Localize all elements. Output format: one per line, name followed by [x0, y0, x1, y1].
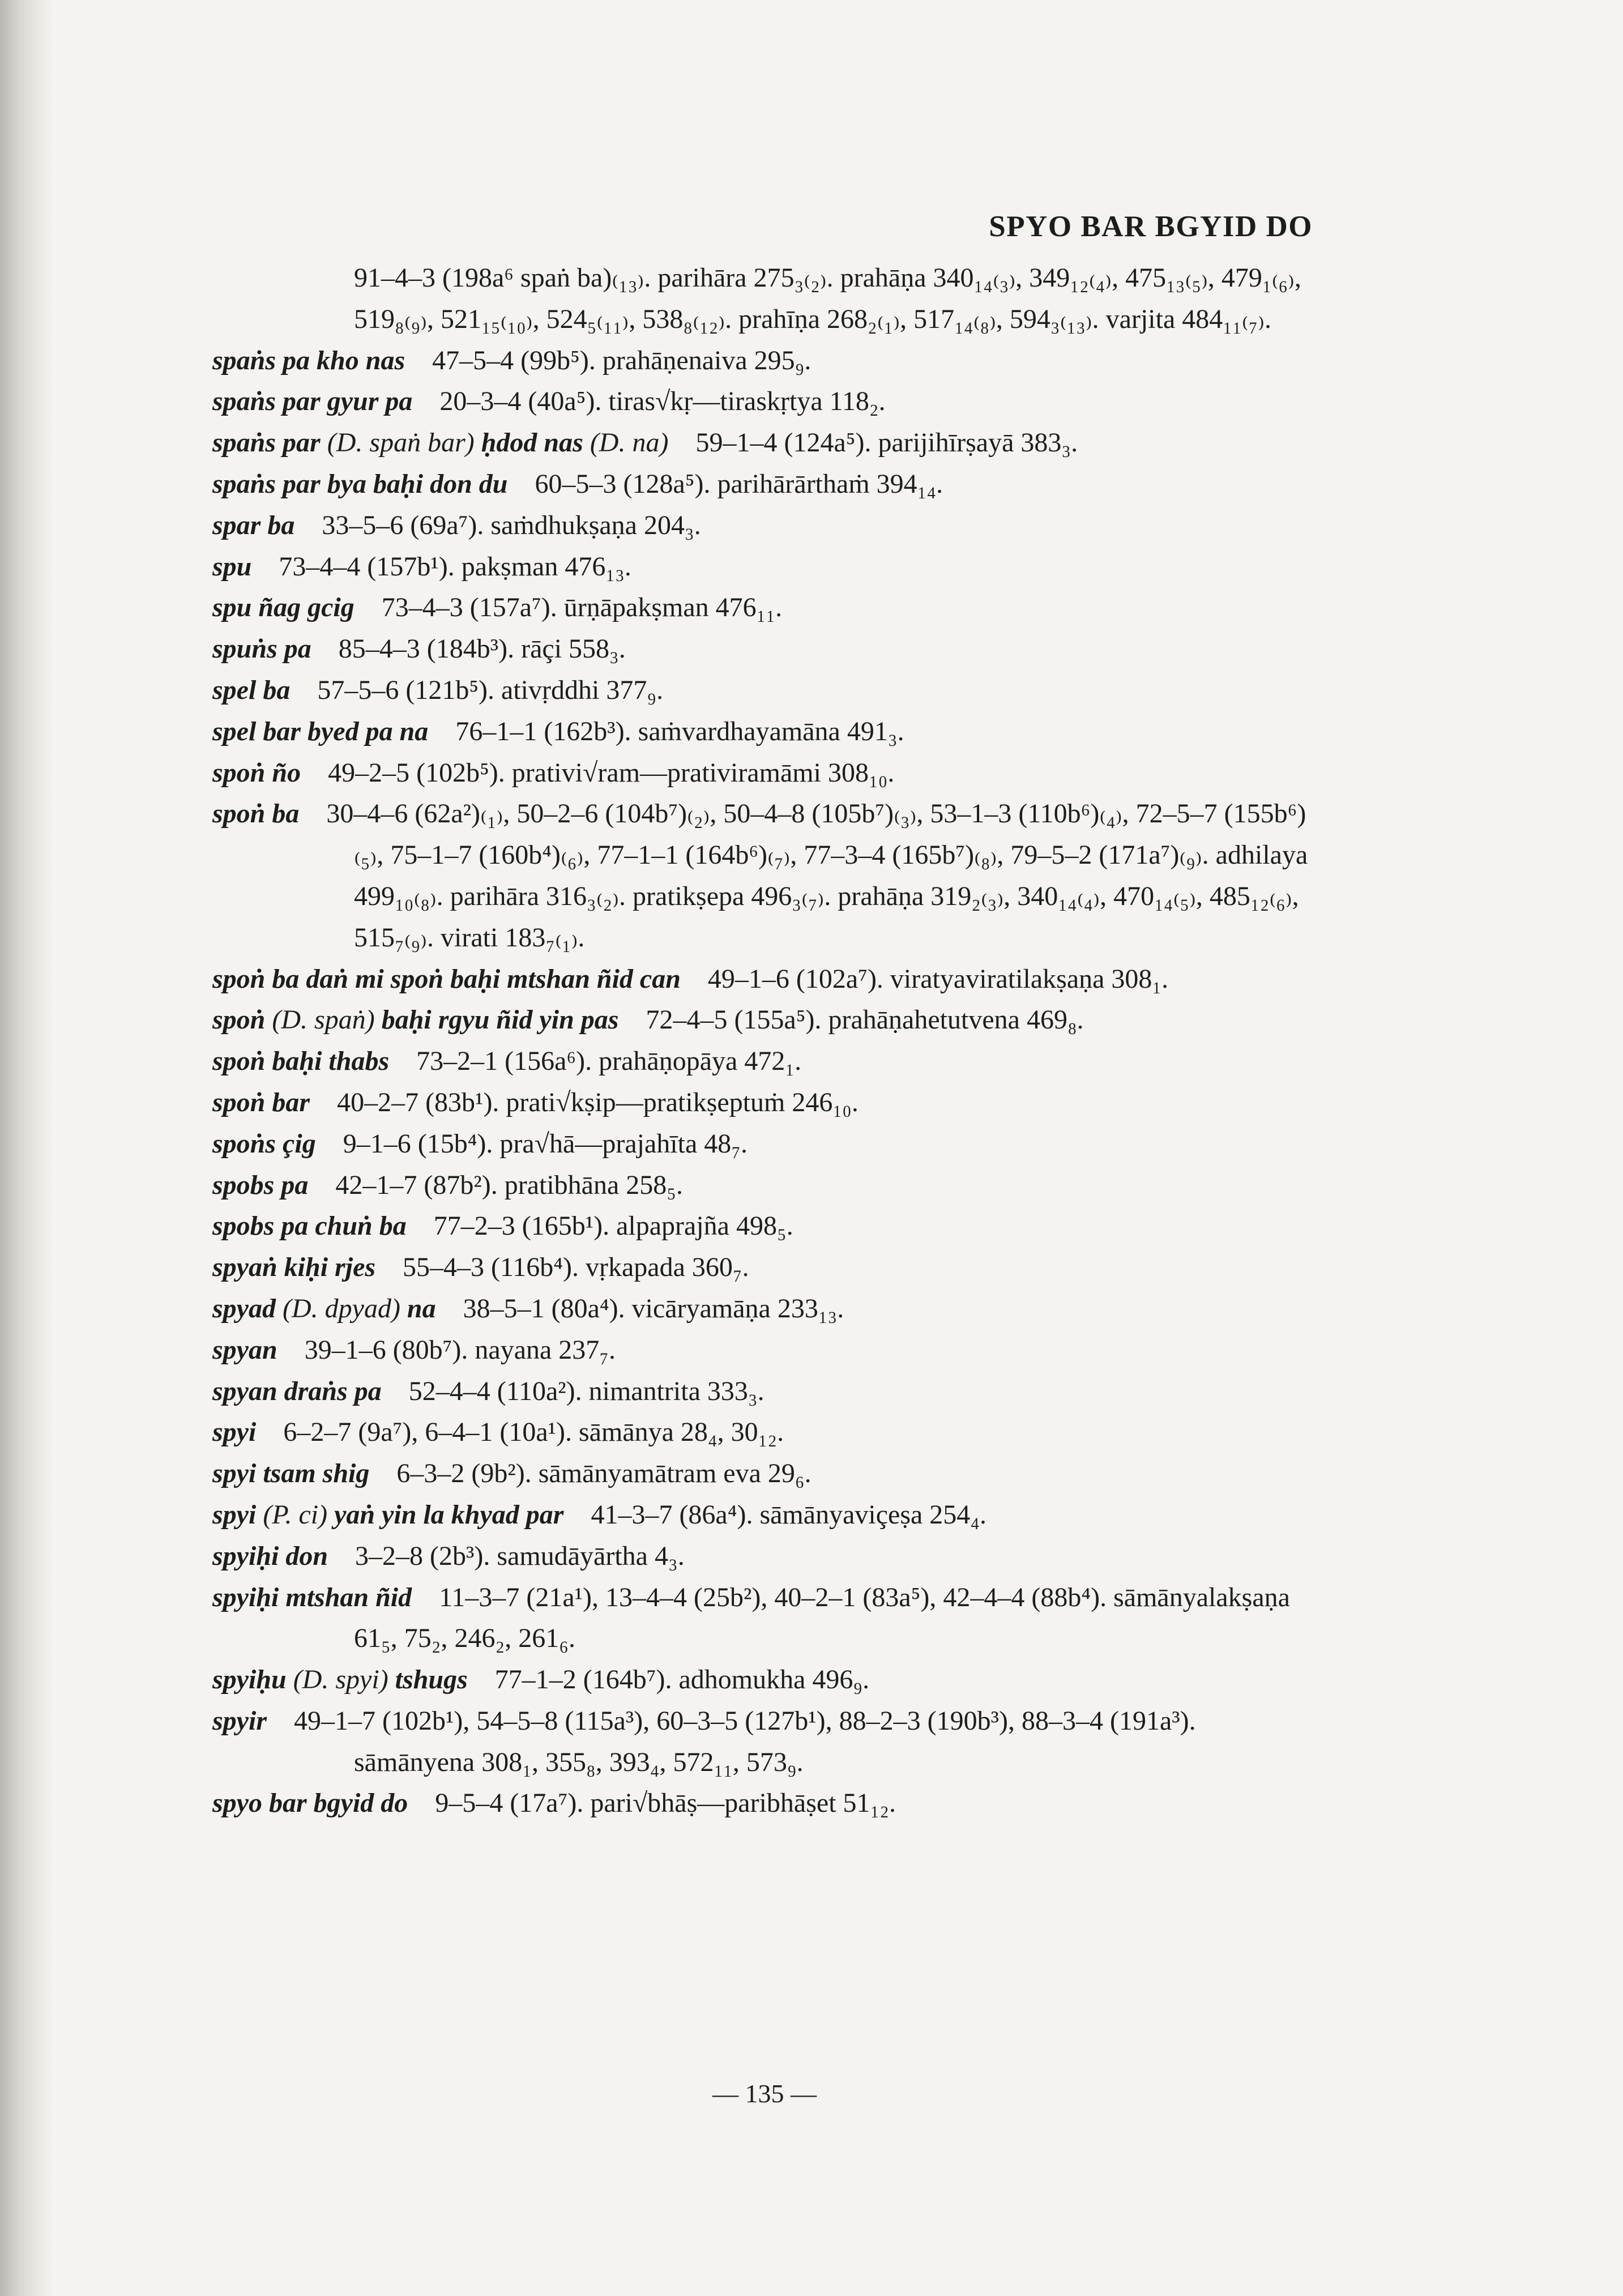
entry-variant: (D. spyi) — [293, 1665, 388, 1695]
glossary-entry — [212, 959, 1314, 1000]
entry-headword: spyi — [212, 1499, 257, 1530]
glossary-entry — [212, 547, 1314, 588]
entry-headword: spoṅ ba daṅ mi spoṅ baḥi mtshan ñid can — [212, 963, 681, 994]
entry-headword: spyi — [212, 1417, 257, 1448]
glossary-entry — [212, 1000, 1314, 1041]
glossary-entry — [212, 1783, 1314, 1824]
glossary-entry — [212, 1288, 1314, 1330]
entry-references: 77–1–2 (164b⁷). adhomukha 496₉. — [494, 1665, 870, 1695]
entry-references: 57–5–6 (121b⁵). ativṛddhi 377₉. — [317, 675, 664, 705]
glossary-entry — [212, 423, 1314, 464]
entry-references: 47–5–4 (99b⁵). prahāṇenaiva 295₉. — [432, 345, 812, 375]
entry-references: 40–2–7 (83b¹). prati√kṣip—pratikṣeptuṁ 246₁₀. — [337, 1087, 859, 1117]
entry-references: 38–5–1 (80a⁴). vicāryamāṇa 233₁₃. — [463, 1293, 844, 1324]
entry-headword: spyir — [212, 1705, 267, 1736]
entry-headword: spu — [212, 551, 252, 582]
page-number: — 135 — — [712, 2079, 817, 2108]
glossary-entry — [212, 793, 1314, 958]
glossary-entry — [212, 505, 1314, 547]
glossary-entry — [212, 1659, 1314, 1701]
entry-headword: spyo bar bgyid do — [212, 1788, 408, 1819]
entry-headword: spoṅ baḥi thabs — [212, 1046, 390, 1077]
entry-references: 9–1–6 (15b⁴). pra√hā—prajahīta 48₇. — [343, 1128, 748, 1159]
entry-references: 55–4–3 (116b⁴). vṛkapada 360₇. — [403, 1252, 749, 1283]
entry-variant: (D. na) — [590, 428, 669, 458]
entry-headword: spyan — [212, 1334, 277, 1365]
glossary-entries — [212, 258, 1314, 1824]
entry-headword: spoṅs çig — [212, 1128, 316, 1159]
entry-headword: spaṅs par — [212, 428, 321, 458]
entry-references: 73–4–4 (157b¹). pakṣman 476₁₃. — [279, 551, 631, 582]
entry-references: 11–3–7 (21a¹), 13–4–4 (25b²), 40–2–1 (83a⁵), 42–4–4 (88b⁴). sāmānyalakṣaṇa 61₅, 75₂, 246₂, 261₆. — [354, 1582, 1290, 1654]
entry-headword: spoṅ bar — [212, 1087, 310, 1117]
entry-variant: (D. dpyad) — [282, 1293, 400, 1324]
entry-headword-cont: yaṅ yin la khyad par — [334, 1499, 564, 1530]
entry-headword: spobs pa chuṅ ba — [212, 1211, 407, 1241]
glossary-entry — [212, 1165, 1314, 1206]
entry-references: 20–3–4 (40a⁵). tiras√kṛ—tiraskṛtya 118₂. — [439, 386, 886, 417]
glossary-entry — [212, 381, 1314, 423]
glossary-entry — [212, 1577, 1314, 1660]
entry-headword: spyan draṅs pa — [212, 1376, 382, 1406]
glossary-entry — [212, 1206, 1314, 1247]
entry-references: 6–2–7 (9a⁷), 6–4–1 (10a¹). sāmānya 28₄, 30₁₂. — [283, 1417, 784, 1448]
entry-headword: spyi tsam shig — [212, 1458, 370, 1489]
entry-headword-cont: baḥi rgyu ñid yin pas — [381, 1005, 619, 1035]
entry-variant: (D. spaṅ) — [272, 1005, 375, 1035]
entry-headword-cont: tshugs — [395, 1665, 468, 1695]
glossary-entry — [212, 1082, 1314, 1124]
book-binding-edge — [0, 0, 54, 2296]
entry-references: 77–2–3 (165b¹). alpaprajña 498₅. — [433, 1211, 793, 1241]
entry-references: 72–4–5 (155a⁵). prahāṇahetutvena 469₈. — [646, 1005, 1084, 1035]
glossary-entry — [212, 1330, 1314, 1371]
entry-references: 73–2–1 (156a⁶). prahāṇopāya 472₁. — [416, 1046, 802, 1077]
entry-references: 42–1–7 (87b²). pratibhāna 258₅. — [335, 1170, 684, 1200]
entry-references: 41–3–7 (86a⁴). sāmānyaviçeṣa 254₄. — [591, 1499, 987, 1530]
entry-headword: spel bar byed pa na — [212, 716, 429, 746]
entry-headword: spar ba — [212, 510, 295, 540]
glossary-entry — [212, 1041, 1314, 1082]
entry-references: 60–5–3 (128a⁵). parihārārthaṁ 394₁₄. — [535, 468, 943, 499]
entry-references: 91–4–3 (198a⁶ spaṅ ba)₍₁₃₎. parihāra 275₃₍₂₎. prahāṇa 340₁₄₍₃₎, 349₁₂₍₄₎, 475₁₃₍₅₎, 479₁₍₆₎, 519₈₍₉₎, 521₁₅₍₁₀₎, 524₅₍₁₁₎, 538₈₍₁₂₎. prahīṇa 268₂₍₁₎, 517₁₄₍₈₎, 594₃₍₁₃₎. varjita 484₁₁₍₇₎. — [354, 263, 1301, 334]
entry-headword-cont: ḥdod nas — [481, 428, 583, 458]
glossary-entry — [212, 1247, 1314, 1288]
entry-references: 30–4–6 (62a²)₍₁₎, 50–2–6 (104b⁷)₍₂₎, 50–4–8 (105b⁷)₍₃₎, 53–1–3 (110b⁶)₍₄₎, 72–5–7 (155b⁶)₍₅₎, 75–1–7 (160b⁴)₍₆₎, 77–1–1 (164b⁶)₍₇₎, 77–3–4 (165b⁷)₍₈₎, 79–5–2 (171a⁷)₍₉₎. adhilaya 499₁₀₍₈₎. parihāra 316₃₍₂₎. pratikṣepa 496₃₍₇₎. prahāṇa 319₂₍₃₎, 340₁₄₍₄₎, 470₁₄₍₅₎, 485₁₂₍₆₎, 515₇₍₉₎. virati 183₇₍₁₎. — [326, 799, 1308, 953]
glossary-entry — [212, 587, 1314, 629]
entry-references: 33–5–6 (69a⁷). saṁdhukṣaṇa 204₃. — [322, 510, 701, 540]
entry-variant: (P. ci) — [263, 1499, 328, 1530]
glossary-entry — [212, 1495, 1314, 1536]
glossary-entry — [212, 1701, 1314, 1783]
entry-references: 73–4–3 (157a⁷). ūrṇāpakṣman 476₁₁. — [381, 592, 783, 623]
glossary-entry — [212, 670, 1314, 711]
glossary-entry — [212, 1412, 1314, 1453]
entry-references: 39–1–6 (80b⁷). nayana 237₇. — [304, 1334, 616, 1365]
entry-headword: spyad — [212, 1293, 276, 1324]
entry-references: 6–3–2 (9b²). sāmānyamātram eva 29₆. — [396, 1458, 812, 1489]
entry-headword: spel ba — [212, 675, 291, 705]
entry-references: 9–5–4 (17a⁷). pari√bhāṣ—paribhāṣet 51₁₂. — [435, 1788, 896, 1819]
entry-headword: spobs pa — [212, 1170, 309, 1200]
entry-headword: spu ñag gcig — [212, 592, 355, 623]
glossary-entry — [212, 1371, 1314, 1412]
entry-headword: spaṅs par gyur pa — [212, 386, 413, 417]
glossary-entry — [212, 464, 1314, 505]
entry-headword-cont: na — [407, 1293, 436, 1324]
entry-headword: spyaṅ kiḥi rjes — [212, 1252, 376, 1283]
entry-headword: spoṅ ba — [212, 799, 300, 829]
entry-references: 59–1–4 (124a⁵). parijihīrṣayā 383₃. — [695, 428, 1078, 458]
entry-headword: spyiḥi don — [212, 1540, 328, 1571]
running-header: SPYO BAR BGYID DO — [989, 210, 1313, 243]
glossary-entry — [212, 1453, 1314, 1495]
glossary-entry — [212, 1536, 1314, 1577]
entry-headword: spaṅs par bya baḥi don du — [212, 468, 508, 499]
glossary-entry — [212, 340, 1314, 382]
glossary-entry — [212, 1124, 1314, 1165]
entry-references: 85–4–3 (184b³). rāçi 558₃. — [338, 634, 626, 664]
entry-variant: (D. spaṅ bar) — [327, 428, 475, 458]
entry-headword: spyiḥu — [212, 1665, 287, 1695]
glossary-entry — [212, 629, 1314, 670]
entry-headword: spoṅ ño — [212, 757, 301, 788]
entry-references: 49–1–7 (102b¹), 54–5–8 (115a³), 60–3–5 (127b¹), 88–2–3 (190b³), 88–3–4 (191a³). sāmānyena 308₁, 355₈, 393₄, 572₁₁, 573₉. — [294, 1705, 1196, 1777]
entry-references: 3–2–8 (2b³). samudāyārtha 4₃. — [355, 1540, 685, 1571]
entry-references: 49–2–5 (102b⁵). prativi√ram—prativiramāmi 308₁₀. — [328, 757, 895, 788]
entry-references: 52–4–4 (110a²). nimantrita 333₃. — [408, 1376, 764, 1406]
entry-headword: spoṅ — [212, 1005, 266, 1035]
entry-headword: spaṅs pa kho nas — [212, 345, 405, 375]
entry-references: 76–1–1 (162b³). saṁvardhayamāna 491₃. — [455, 716, 904, 746]
entry-headword: spuṅs pa — [212, 634, 311, 664]
glossary-entry — [212, 753, 1314, 794]
entry-references: 49–1–6 (102a⁷). viratyaviratilakṣaṇa 308₁. — [707, 963, 1169, 994]
glossary-entry — [212, 711, 1314, 753]
glossary-entry — [212, 258, 1314, 340]
entry-headword: spyiḥi mtshan ñid — [212, 1582, 412, 1612]
